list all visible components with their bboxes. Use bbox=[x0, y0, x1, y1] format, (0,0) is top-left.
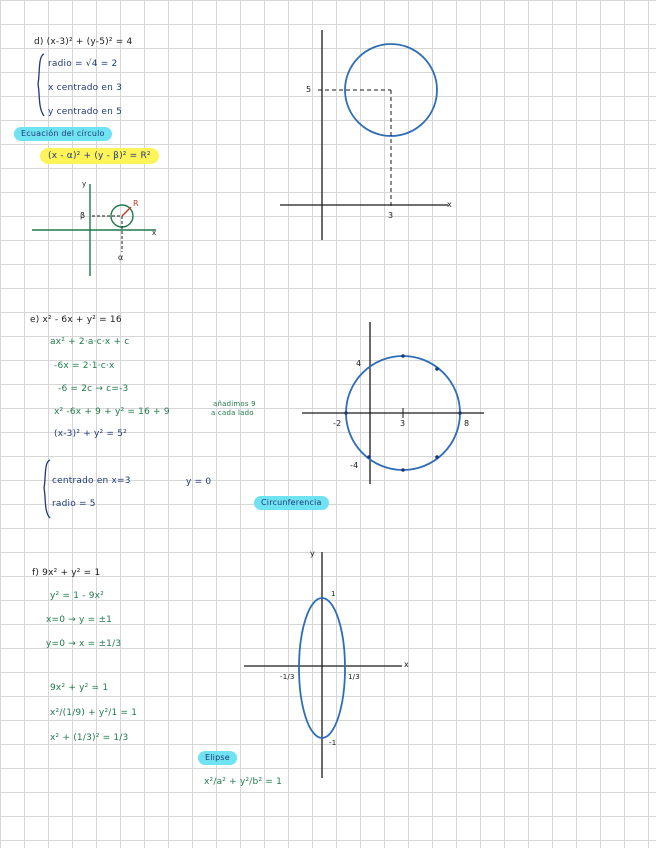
mini-beta-label: β bbox=[80, 211, 86, 220]
graph-f-left-tick: -1/3 bbox=[280, 673, 295, 681]
graph-d-x-axis-label: x bbox=[447, 200, 452, 209]
ellipse-label: Elipse bbox=[198, 751, 237, 765]
e-step-4: x² -6x + 9 + y² = 16 + 9 bbox=[54, 407, 170, 417]
mini-x-axis-label: x bbox=[152, 229, 157, 237]
circumference-label: Circunferencia bbox=[254, 496, 329, 510]
graph-f-bottom-tick: -1 bbox=[329, 739, 337, 747]
ellipse-formula: x²/a² + y²/b² = 1 bbox=[204, 777, 283, 787]
brace-e-y: y = 0 bbox=[186, 477, 212, 487]
graph-f-top-tick: 1 bbox=[331, 590, 336, 598]
graph-d-x-tick: 3 bbox=[388, 211, 394, 220]
problem-d-title: d) (x-3)² + (y-5)² = 4 bbox=[34, 37, 133, 47]
graph-f-y-axis-label: y bbox=[310, 549, 315, 558]
f-step2-2: x²/(1/9) + y²/1 = 1 bbox=[50, 708, 138, 718]
graph-f-right-tick: 1/3 bbox=[348, 673, 360, 681]
f-step-3: y=0 → x = ±1/3 bbox=[46, 639, 122, 649]
graph-d-y-tick: 5 bbox=[306, 85, 312, 94]
brace-e-line-2: radio = 5 bbox=[52, 499, 96, 509]
e-step-5: (x-3)² + y² = 5² bbox=[54, 429, 127, 439]
f-step2-3: x² + (1/3)² = 1/3 bbox=[50, 733, 129, 743]
mini-alpha-label: α bbox=[118, 253, 124, 262]
brace-d-line-1: radio = √4 = 2 bbox=[48, 59, 118, 69]
e-step-3: -6 = 2c → c=-3 bbox=[58, 384, 129, 394]
problem-e-title: e) x² - 6x + y² = 16 bbox=[30, 315, 122, 325]
mini-y-axis-label: y bbox=[82, 180, 87, 188]
f-step2-1: 9x² + y² = 1 bbox=[50, 683, 109, 693]
circle-general-formula: (x - α)² + (y - β)² = R² bbox=[40, 148, 159, 164]
brace-d-line-2: x centrado en 3 bbox=[48, 83, 123, 93]
problem-f-title: f) 9x² + y² = 1 bbox=[32, 568, 101, 578]
e-step-2: -6x = 2·1·c·x bbox=[54, 361, 115, 371]
mini-radius-label: R bbox=[133, 199, 139, 208]
brace-e-line-1: centrado en x=3 bbox=[52, 476, 131, 486]
graph-e-center-tick: 3 bbox=[400, 419, 406, 428]
e-step-1: ax² + 2·a·c·x + c bbox=[50, 337, 130, 347]
brace-d-line-3: y centrado en 5 bbox=[48, 107, 123, 117]
f-step-2: x=0 → y = ±1 bbox=[46, 615, 113, 625]
graph-f-x-axis-label: x bbox=[404, 660, 409, 669]
graph-e-top-tick: 4 bbox=[356, 359, 362, 368]
graph-e-right-tick: 8 bbox=[464, 419, 470, 428]
graph-e-bottom-tick: -4 bbox=[350, 461, 359, 470]
e-note-line-2: a cada lado bbox=[211, 409, 254, 417]
e-note-line-1: añadimos 9 bbox=[213, 400, 256, 408]
circle-equation-label: Ecuación del círculo bbox=[14, 127, 112, 141]
graph-e-left-tick: -2 bbox=[333, 419, 342, 428]
f-step-1: y² = 1 - 9x² bbox=[50, 591, 104, 601]
